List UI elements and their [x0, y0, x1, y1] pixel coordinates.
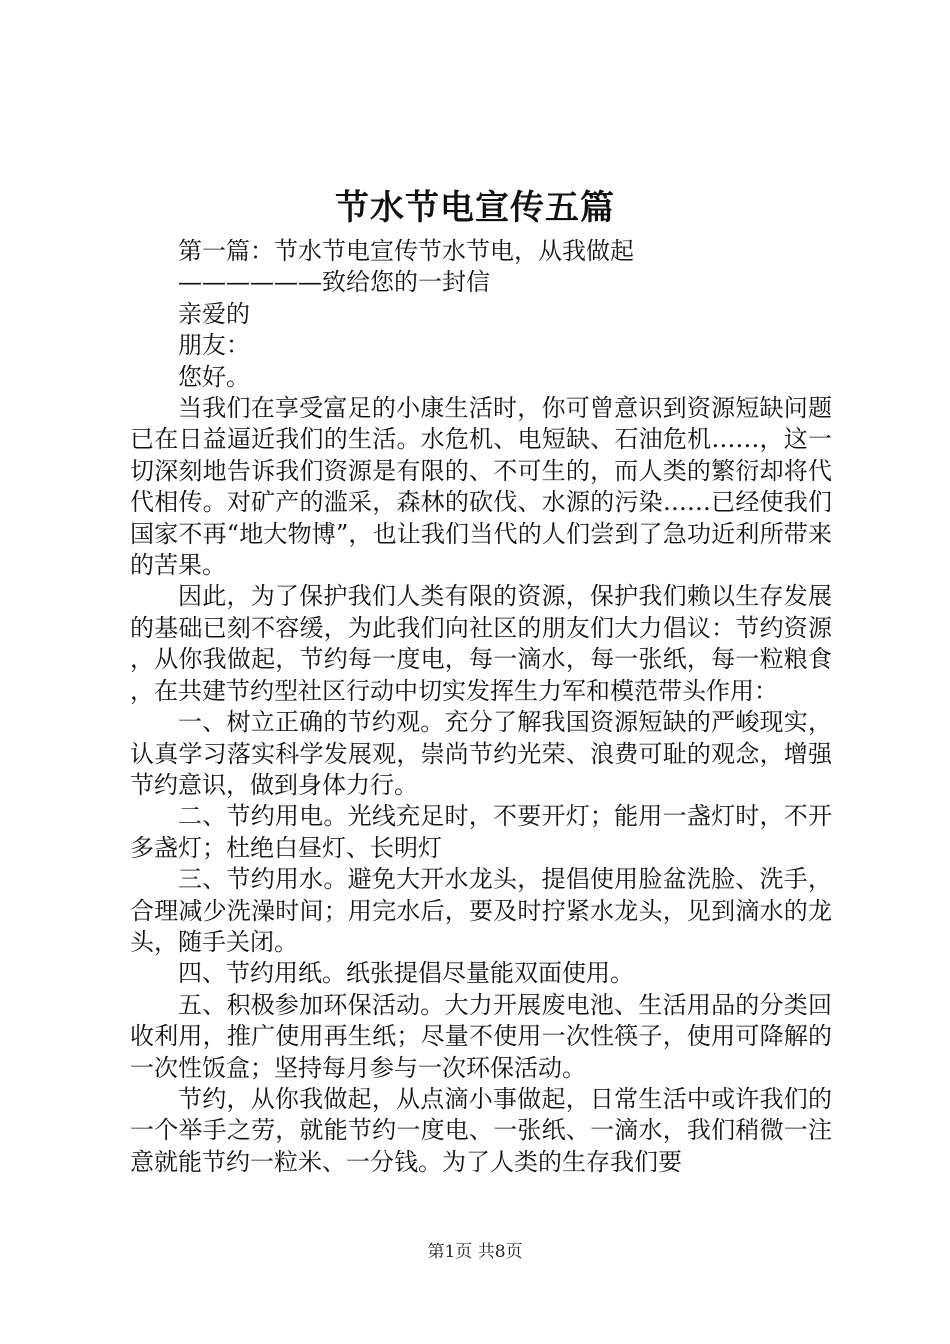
page-number-footer: 第1页 共8页 — [427, 1242, 523, 1262]
list-paragraph: 二、节约用电。光线充足时，不要开灯；能用一盏灯时，不开多盏灯；杜绝白昼灯、长明灯 — [130, 802, 832, 862]
list-paragraph: 三、节约用水。避免大开水龙头，提倡使用脸盆洗脸、洗手，合理减少洗澡时间；用完水后，要及时拧紧水龙头，见到滴水的龙头，随手关闭。 — [130, 865, 832, 956]
greeting-line: 您好。 — [178, 362, 250, 391]
letter-subtitle: ——————致给您的一封信 — [178, 268, 490, 297]
list-paragraph: 五、积极参加环保活动。大力开展废电池、生活用品的分类回收利用，推广使用再生纸；尽量不使用一次性筷子，使用可降解的一次性饭盒；坚持每月参与一次环保活动。 — [130, 990, 832, 1082]
salutation-line: 亲爱的 — [178, 299, 250, 328]
document-body — [130, 236, 832, 1178]
section-heading: 第一篇：节水节电宣传节水节电，从我做起 — [178, 237, 634, 265]
body-paragraph: 节约，从你我做起，从点滴小事做起，日常生活中或许我们的一个举手之劳，就能节约一度电、一张纸、一滴水，我们稍微一注意就能节约一粒米、一分钱。为了人类的生存我们要 — [130, 1084, 832, 1176]
list-paragraph: 四、节约用纸。纸张提倡尽量能双面使用。 — [178, 959, 634, 988]
body-paragraph: 当我们在享受富足的小康生活时，你可曾意识到资源短缺问题已在日益逼近我们的生活。水危机、电短缺、石油危机……，这一切深刻地告诉我们资源是有限的、不可生的，而人类的繁衍却将代代相传。对矿产的滥采，森林的砍伐、水源的污染……已经使我们国家不再“地大物博”，也让我们当代的人们尝到了急功近利所带来的苦果。 — [130, 394, 832, 580]
body-paragraph: 因此，为了保护我们人类有限的资源，保护我们赖以生存发展的基础已刻不容缓，为此我们向社区的朋友们大力倡议：节约资源，从你我做起，节约每一度电，每一滴水，每一张纸，每一粒粮食，在共建节约型社区行动中切实发挥生力军和模范带头作用： — [130, 582, 832, 705]
document-title: 节水节电宣传五篇 — [335, 188, 615, 228]
salutation-line: 朋友： — [178, 331, 250, 360]
list-paragraph: 一、树立正确的节约观。充分了解我国资源短缺的严峻现实，认真学习落实科学发展观，崇尚节约光荣、浪费可耻的观念，增强节约意识，做到身体力行。 — [130, 708, 832, 799]
